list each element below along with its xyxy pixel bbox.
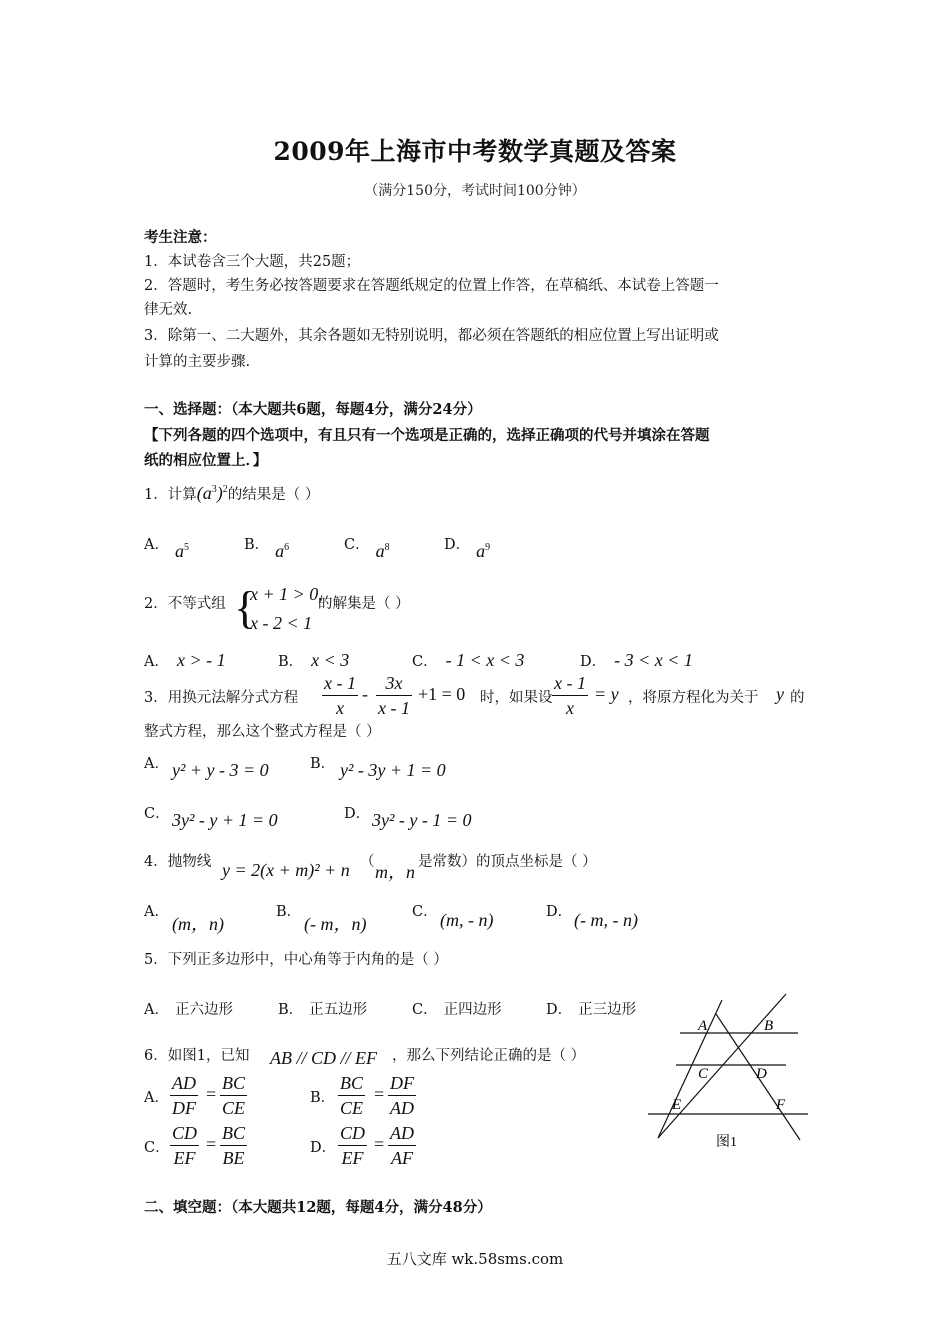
q4-option-d: (- m, - n) (574, 910, 638, 930)
notice-item-1: 1．本试卷含三个大题，共25题； (144, 254, 361, 270)
q3-eq-y: = y (594, 684, 619, 704)
page-title: 2009年上海市中考数学真题及答案 (273, 137, 677, 166)
label-a: A (698, 1018, 708, 1034)
q2-option-b: B． x < 3 (278, 650, 350, 670)
q1-prefix: 1．计算 (144, 487, 197, 503)
q2-inequality-2: x - 2 < 1 (250, 613, 313, 633)
q5-option-a: A． 正六边形 (144, 1002, 233, 1018)
q5-stem: 5．下列正多边形中，中心角等于内角的是（ ） (144, 952, 448, 968)
q3-option-c: 3y² - y + 1 = 0 (172, 810, 278, 830)
q3-option-a: y² + y - 3 = 0 (172, 760, 269, 780)
q6-option-b-right: $\frac{DF}{AD}$ (390, 1073, 414, 1118)
q3-option-b: y² - 3y + 1 = 0 (340, 760, 446, 780)
q4-option-c: (m, - n) (440, 910, 494, 930)
q3-line-2: 整式方程，那么这个整式方程是（ ） (144, 724, 381, 740)
q3-equation-tail: +1 = 0 (418, 684, 466, 704)
q3-fraction-1: $\frac{x - 1}{x}$ (324, 673, 356, 718)
q2-option-c: C． - 1 < x < 3 (412, 650, 525, 670)
q3-mid-text: 时，如果设 (480, 690, 553, 706)
q2-prefix: 2．不等式组 (144, 596, 226, 612)
q6-option-d-right: $\frac{AD}{AF}$ (390, 1123, 414, 1168)
q5-option-d: D． 正三边形 (546, 1002, 637, 1018)
q6-suffix: ，那么下列结论正确的是（ ） (392, 1048, 586, 1064)
q1-suffix: 的结果是（ ） (227, 487, 320, 503)
q6-option-d-label: D． (310, 1140, 337, 1156)
q1-option-c: C． $a^8$ (344, 537, 390, 561)
q3-de: 的 (790, 690, 805, 706)
q1-stem (144, 478, 319, 507)
q6-option-b-label: B． (310, 1090, 336, 1106)
q6-option-a-eq: = (206, 1084, 217, 1104)
q4-paren-open: （ (360, 854, 375, 870)
q3-option-b-label: B． (310, 756, 336, 772)
notice-item-2-line-1: 2．答题时，考生务必按答题要求在答题纸规定的位置上作答，在草稿纸、本试卷上答题一 (144, 278, 719, 294)
q1-expression: $(a^3)^2$ (196, 483, 228, 503)
q3-option-d: 3y² - y - 1 = 0 (372, 810, 472, 830)
q2-brace: { (234, 582, 257, 633)
q5-option-b: B． 正五边形 (278, 1002, 368, 1018)
notice-item-2-line-2: 律无效. (144, 302, 193, 318)
q3-prefix: 3．用换元法解分式方程 (144, 690, 299, 706)
footer-watermark: 五八文库 wk.58sms.com (386, 1250, 564, 1268)
q4-option-d-label: D． (546, 904, 573, 920)
notice-heading: 考生注意： (144, 229, 217, 246)
label-b: B (764, 1018, 774, 1034)
q6-option-c-eq: = (206, 1134, 217, 1154)
page-subtitle: （满分150分，考试时间100分钟） (364, 183, 586, 199)
q3-fraction-3: $\frac{x - 1}{x}$ (554, 673, 586, 718)
q3-option-a-label: A． (144, 756, 169, 772)
q6-option-c-label: C． (144, 1140, 170, 1156)
q6-option-d-eq: = (374, 1134, 385, 1154)
q6-option-c-right: $\frac{BC}{BE}$ (222, 1123, 246, 1168)
label-f: F (776, 1097, 786, 1113)
q4-expression: y = 2(x + m)² + n (222, 860, 350, 880)
q2-suffix: 的解集是（ ） (318, 596, 410, 612)
q6-option-d-left: $\frac{CD}{EF}$ (340, 1123, 366, 1168)
q2-option-d: D． - 3 < x < 1 (580, 650, 693, 670)
q6-option-b-eq: = (374, 1084, 385, 1104)
notice-item-3-line-2: 计算的主要步骤. (144, 354, 251, 370)
label-c: C (698, 1066, 709, 1082)
q6-option-a-left: $\frac{AD}{DF}$ (172, 1073, 196, 1118)
q4-option-b: (- m，n) (304, 914, 367, 934)
q4-prefix: 4．抛物线 (144, 854, 212, 870)
q2-option-a: A． x > - 1 (144, 650, 226, 670)
q3-fraction-2: $\frac{3x}{x - 1}$ (378, 673, 410, 718)
q6-prefix: 6．如图1，已知 (144, 1048, 250, 1064)
q3-option-c-label: C． (144, 806, 170, 822)
q2-inequality-1: x + 1 > 0, (250, 584, 323, 604)
q4-option-b-label: B． (276, 904, 302, 920)
section-1-instruction-line-2: 纸的相应位置上．】 (144, 452, 268, 469)
label-e: E (672, 1097, 682, 1113)
figure-1-diagram (640, 990, 820, 1160)
transversal-af (658, 1000, 722, 1138)
q1-option-a: A． $a^5$ (144, 537, 189, 561)
q6-expression: AB // CD // EF (270, 1048, 377, 1068)
q4-option-a-label: A． (144, 904, 169, 920)
q3-after: ，将原方程化为关于 (628, 690, 759, 706)
q1-option-d: D． $a^9$ (444, 537, 491, 561)
notice-item-3-line-1: 3．除第一、二大题外，其余各题如无特别说明，都必须在答题纸的相应位置上写出证明或 (144, 328, 719, 344)
q3-minus: - (362, 684, 368, 704)
q6-option-c-left: $\frac{CD}{EF}$ (172, 1123, 198, 1168)
q6-option-b-left: $\frac{BC}{CE}$ (340, 1073, 364, 1118)
q4-suffix: 是常数）的顶点坐标是（ ） (418, 854, 597, 870)
q6-option-a-right: $\frac{BC}{CE}$ (222, 1073, 246, 1118)
q4-option-a: (m，n) (172, 914, 224, 934)
q6-option-a-label: A． (144, 1090, 169, 1106)
section-1-heading: 一、选择题：（本大题共6题，每题4分，满分24分） (144, 401, 482, 418)
q5-option-c: C． 正四边形 (412, 1002, 502, 1018)
q3-option-d-label: D． (344, 806, 371, 822)
section-1-instruction-line-1: 【下列各题的四个选项中，有且只有一个选项是正确的，选择正确项的代号并填涂在答题 (144, 427, 710, 444)
q1-option-b: B． $a^6$ (244, 537, 290, 561)
section-2-heading: 二、填空题：（本大题共12题，每题4分，满分48分） (144, 1199, 492, 1216)
q4-mn: m，n (375, 862, 415, 882)
q4-option-c-label: C． (412, 904, 438, 920)
q3-var-y: y (776, 684, 784, 704)
label-d: D (756, 1066, 767, 1082)
figure-caption: 图1 (716, 1135, 737, 1150)
